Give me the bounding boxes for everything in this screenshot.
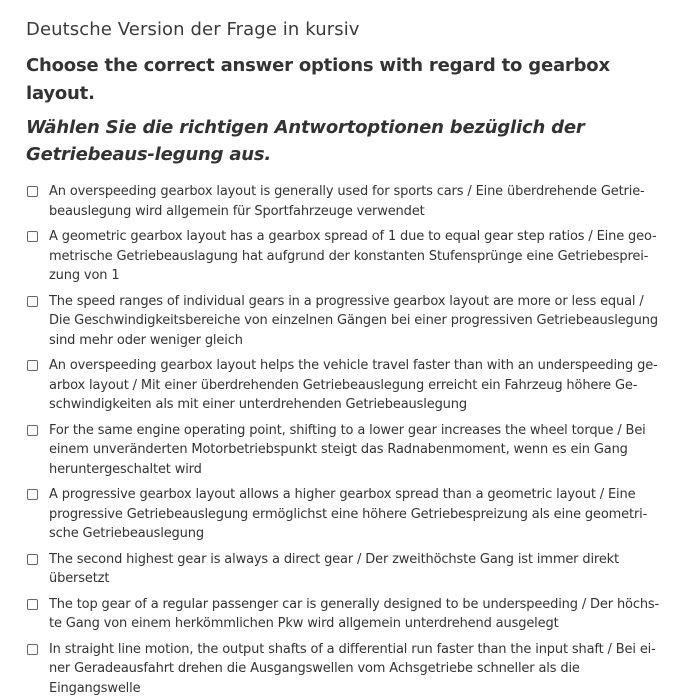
answer-option-label[interactable]: For the same engine operating point, shifting to a lower gear increases the wheel torque / Bei einem unveränderten Motorbetriebspunkt steigt das Radnabenmoment, wenn es ein Gang heruntergeschaltet wird: [49, 422, 646, 477]
checkbox[interactable]: [27, 554, 38, 565]
answer-option[interactable]: [26, 595, 674, 634]
answer-option-label[interactable]: An overspeeding gearbox layout is generally used for sports cars / Eine überdrehende Getrie-beauslegung wird allgemein für Sportfahrzeuge verwendet: [49, 184, 645, 219]
answer-option[interactable]: [26, 485, 674, 544]
checkbox[interactable]: [27, 644, 38, 655]
answer-option-label[interactable]: The second highest gear is always a direct gear / Der zweithöchste Gang ist immer direkt übersetzt: [49, 551, 620, 586]
answer-option-label[interactable]: The speed ranges of individual gears in a progressive gearbox layout are more or less equal / Die Geschwindigkeitsbereiche von einzelnen Gängen bei einer progressiven Getriebeauslegung sind mehr oder weniger gleich: [49, 293, 658, 348]
answer-option[interactable]: [26, 182, 674, 221]
answer-option[interactable]: [26, 421, 674, 480]
question-english: Choose the correct answer options with regard to gearbox layout.: [26, 55, 610, 104]
answer-option-label[interactable]: An overspeeding gearbox layout helps the vehicle travel faster than with an underspeeding ge-arbox layout / Mit einer überdrehenden Getriebeauslegung erreicht ein Fahrzeug höhere Ge-schwindigkeiten als mit einer unterdrehenden Getriebeauslegung: [49, 358, 658, 412]
checkbox[interactable]: [27, 186, 38, 197]
answer-option-label[interactable]: In straight line motion, the output shafts of a differential run faster than the input shaft / Bei ei-ner Geradeausfahrt drehen die Ausgangswellen vom Achsgetriebe schneller als die Eingangswelle: [49, 641, 656, 696]
answer-option[interactable]: [26, 640, 674, 699]
checkbox[interactable]: [27, 296, 38, 307]
question-german: Wählen Sie die richtigen Antwortoptionen bezüglich der Getriebeaus-legung aus.: [26, 117, 585, 165]
checkbox[interactable]: [27, 231, 38, 242]
checkbox[interactable]: [27, 599, 38, 610]
checkbox[interactable]: [27, 360, 38, 371]
answer-option-label[interactable]: The top gear of a regular passenger car is generally designed to be underspeeding / Der höchs-te Gang von einem herkömmlichen Pkw wird allgemein unterdrehend ausgelegt: [49, 596, 660, 631]
checkbox[interactable]: [27, 425, 38, 436]
language-note: Deutsche Version der Frage in kursiv: [26, 19, 360, 40]
answer-option[interactable]: [26, 550, 674, 589]
answer-options-list: [26, 182, 674, 698]
checkbox[interactable]: [27, 489, 38, 500]
answer-option-label[interactable]: A progressive gearbox layout allows a higher gearbox spread than a geometric layout / Eine progressive Getriebeauslegung ermöglichst eine höhere Getriebespreizung als eine geometri-sche Getriebeauslegung: [49, 487, 648, 541]
answer-option[interactable]: [26, 227, 674, 286]
answer-option[interactable]: [26, 356, 674, 415]
answer-option-label[interactable]: A geometric gearbox layout has a gearbox spread of 1 due to equal gear step ratios / Eine geo-metrische Getriebeauslagung hat aufgrund der konstanten Stufensprünge eine Getriebesprei-zung von 1: [49, 229, 657, 283]
answer-option[interactable]: [26, 292, 674, 351]
